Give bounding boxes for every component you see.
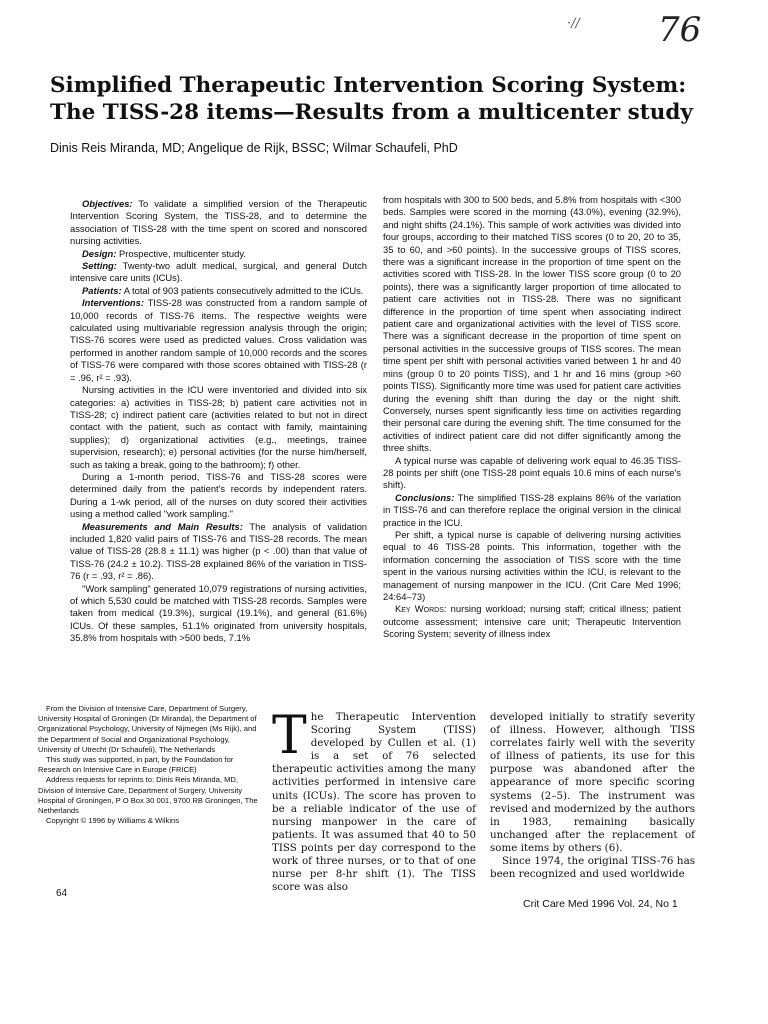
keywords-text: nursing workload; nursing staff; critical illness; patient outcome assessment; intensive care unit; Therapeutic Intervention Scoring System; severity of illness index — [383, 603, 681, 640]
work-sampling-paragraph: "Work sampling" generated 10,079 registrations of nursing activities, of which 5,530 could be matched with TISS-28 records. Samples were taken from medical (19.3%), surgical (19.1%), and general (61.6%) ICUs. Of these samples, 51.1% originated from university hospitals, 35.8% from hospitals with >500 beds, 7.1% — [70, 582, 367, 644]
objectives-label: Objectives: — [82, 198, 133, 209]
body-column-1 — [272, 706, 476, 894]
design-text: Prospective, multicenter study. — [119, 247, 246, 259]
results-continued-paragraph: from hospitals with 300 to 500 beds, and 5.8% from hospitals with <300 beds. Samples were scored in the morning (43.0%), evening (32.9%), and night shifts (24.1%). This sample of work activities was divided into four groups, according to their matched TISS scores (0 to 20, 20 to 35, 35 to 60, and >60 points). In the successive groups of TISS scores, there was a significant increase in the proportion of time spent on the activities scored with TISS-28. In the lower TISS score group (0 to 20 points), there was a significantly larger proportion of time allocated to patient care activities not in TISS-28. There was no significant difference in the proportion of time spent when associating indirect patient care and organizational activities with the level of TISS score. There was a significant decrease in the proportion of time spent on personal activities in the successive groups of TISS scores. The mean time spent per shift with personal activities varied between 1 hr and 40 mins (group 0 to 20 points TISS), and 1 hr and 16 mins (group >60 points TISS). Significantly more time was used for patient care activities during the evening shift than during the day or the night shift. Conversely, nurses spent significantly less time on activities regarding their personal care during the evening shift. The time consumed for the activities of indirect patient care did not differ significantly among the three shifts. — [383, 194, 681, 454]
per-shift-paragraph: Per shift, a typical nurse is capable of delivering nursing activities equal to 46 TISS-28 points. This information, together with the information concerning the association of TISS score with the time spent in the various nursing activities within the ICU, is relevant to the management of nursing manpower in the ICU. (Crit Care Med 1996; 24:64–73) — [383, 528, 681, 602]
patients-text: A total of 903 patients consecutively admitted to the ICUs. — [123, 284, 364, 296]
drop-cap: T — [272, 706, 307, 766]
article-title — [50, 72, 730, 126]
interventions-label: Interventions: — [82, 297, 144, 309]
study-period-paragraph: During a 1-month period, TISS-76 and TISS-28 scores were determined daily from the patient's records by independent raters. During a 1-wk period, all of the nurses on duty scored their activities using a method called "work sampling." — [70, 470, 367, 520]
abstract-column-2 — [383, 194, 681, 641]
patients-label: Patients: — [82, 284, 122, 296]
handwritten-page-number: 76 — [658, 10, 702, 50]
design-label: Design: — [82, 247, 117, 259]
author-list: Dinis Reis Miranda, MD; Angelique de Rijk, BSSC; Wilmar Schaufeli, PhD — [50, 141, 458, 155]
abstract-column-1 — [70, 198, 367, 645]
title-line-2: The TISS-28 items—Results from a multicenter study — [50, 100, 693, 125]
measurements-text: The analysis of validation included 1,820 valid pairs of TISS-76 and TISS-28 records. The mean value of TISS-28 (28.8 ± 11.1) was higher (p < .00) than that value of TISS-76 (24.2 ± 10.2). TISS-28 explained 86% of the variation in TISS-76 (r = .93, r² = .86). — [70, 520, 367, 582]
body-column-2 — [490, 711, 695, 881]
affiliation-note: From the Division of Intensive Care, Department of Surgery, University Hospital of Groningen (Dr Miranda), the Department of Organizational Psychology, University of Nijmegen (Ms Rijk), and the Department of Social and Organizational Psychology, University of Utrecht (Dr Schaufeli), The Netherlands — [38, 704, 257, 754]
footnote-block — [38, 704, 265, 826]
intro-paragraph: he Therapeutic Intervention Scoring System (TISS) developed by Cullen et al. (1) is a set of 76 selected therapeutic activities among the many activities performed in intensive care units (ICUs). The score has proven to be a reliable indicator of the use of nursing manpower in the care of patients. It was assumed that 40 to 50 TISS points per day correspond to the work of three nurses, or to that of one nurse per 8-hr shift (1). The TISS score was also — [272, 711, 476, 894]
setting-label: Setting: — [82, 260, 117, 272]
reprints-note: Address requests for reprints to: Dinis Reis Miranda, MD, Division of Intensive Care, Department of Surgery, University Hospital of Groningen, P O Box 30 001, 9700 RB Groningen, The Netherlands — [38, 775, 258, 816]
typical-nurse-paragraph: A typical nurse was capable of delivering work equal to 46.35 TISS-28 points per shift (one TISS-28 point equals 10.6 mins of each nurse's shift). — [383, 454, 681, 491]
page-number: 64 — [56, 888, 68, 899]
copyright-note: Copyright © 1996 by Williams & Wilkins — [46, 816, 180, 826]
interventions-text: TISS-28 was constructed from a random sample of 10,000 records of TISS-76 items. The respective weights were calculated using multivariable regression analysis through the origin; TISS-76 scores were used as predicted values. Cross validation was performed in another random sample of 10,000 records and the scores of TISS-76 were compared with those scores obtained with TISS-28 (r = .96, r² = .93). — [70, 297, 367, 383]
tiss76-history-paragraph: Since 1974, the original TISS-76 has been recognized and used worldwide — [490, 855, 695, 881]
support-note: This study was supported, in part, by the Foundation for Research on Intensive Care in Europe (FRICE) — [38, 755, 234, 775]
measurements-label: Measurements and Main Results: — [82, 520, 243, 532]
setting-text: Twenty-two adult medical, surgical, and general Dutch intensive care units (ICUs). — [70, 260, 368, 284]
conclusions-label: Conclusions: — [395, 491, 455, 503]
title-line-1: Simplified Therapeutic Intervention Scoring System: — [50, 73, 687, 98]
journal-reference: Crit Care Med 1996 Vol. 24, No 1 — [523, 898, 678, 910]
objectives-text: To validate a simplified version of the Therapeutic Intervention Scoring System, the TISS-28, and to determine the association of TISS-28 with the time spent on scored and nonscored nursing activities. — [70, 198, 367, 247]
intro-paragraph-continued: developed initially to stratify severity of illness. However, although TISS correlates fairly well with the severity of illness of patients, its use for this purpose was abandoned after the appearance of more specific scoring systems (2–5). The instrument was revised and modernized by the authors in 1983, remaining basically unchanged after the replacement of some items by others (6). — [490, 711, 695, 854]
nursing-categories-paragraph: Nursing activities in the ICU were inventoried and divided into six categories: a) activities in TISS-28; b) patient care activities not in TISS-28; c) indirect patient care (activities related to but not in direct contact with the patient, such as contact with family, maintaining supplies); d) organizational activities (e.g., meetings, trainee supervision, research); e) personal activities (for the nurse him/herself, such as taking a break, going to the bathroom); f) other. — [70, 384, 367, 470]
conclusions-text: The simplified TISS-28 explains 86% of the variation in TISS-76 and can therefore replace the original version in the clinical practice in the ICU. — [383, 491, 681, 528]
handwritten-mark: ·// — [567, 16, 580, 31]
keywords-label: Key Words: — [395, 603, 447, 615]
